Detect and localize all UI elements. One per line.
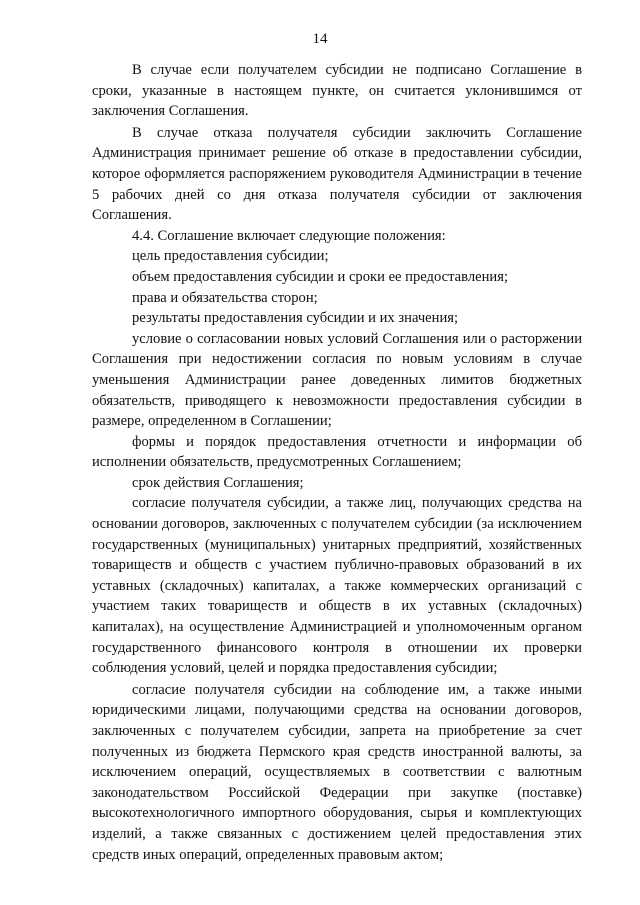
list-item-volume-terms: объем предоставления субсидии и сроки ее предоставления; — [132, 268, 509, 285]
list-item-rights-obligations: права и обязательства сторон; — [132, 289, 318, 306]
list-item-term: срок действия Соглашения; — [132, 474, 304, 491]
list-item-purpose: цель предоставления субсидии; — [132, 248, 329, 265]
list-item-currency-consent: согласие получателя субсидии на соблюдение им, а также иными юридическими лицами, получающими средства на основании договоров, заключенных с получателем субсидии, запрета на приобретение за счет полученных из бюджета Пермского края средств иностранной валюты, за исключением операций, осуществляемых в соответствии с валютным законодательством Российской Федерации при закупке (поставке) высокотехнологичного импортного оборудования, сырья и комплектующих изделий, а также связанных с достижением целей предоставления этих средств иных операций, определенных правовым актом; — [92, 681, 582, 863]
paragraph-refusal: В случае отказа получателя субсидии заключить Соглашение Администрация принимает решение об отказе в предоставлении субсидии, которое оформляется распоряжением руководителя Администрации в течение 5 рабочих дней со дня отказа получателя субсидии от заключения Соглашения. — [92, 124, 582, 224]
paragraph-agreement-provisions-heading: 4.4. Соглашение включает следующие положения: — [132, 227, 446, 244]
list-item-results: результаты предоставления субсидии и их значения; — [132, 310, 459, 327]
paragraph-evasion: В случае если получателем субсидии не подписано Соглашение в сроки, указанные в настоящем пункте, он считается уклонившимся от заключения Соглашения. — [92, 62, 582, 120]
list-item-audit-consent: согласие получателя субсидии, а также лиц, получающих средства на основании договоров, заключенных с получателем субсидии (за исключением государственных (муниципальных) унитарных предприятий, хозяйственных товариществ и обществ с участием публично-правовых образований в их уставных (складочных) капиталах, а также коммерческих организаций с участием таких товариществ и обществ в их уставных (складочных) капиталах), на осуществление Администрацией и уполномоченным органом государственного финансового контроля в отношении их проверки соблюдения условий, целей и порядка предоставления субсидии; — [92, 495, 582, 677]
list-item-reporting: формы и порядок предоставления отчетности и информации об исполнении обязательств, предусмотренных Соглашением; — [92, 433, 582, 471]
document-body — [92, 60, 582, 865]
page-number: 14 — [312, 31, 328, 47]
list-item-new-conditions: условие о согласовании новых условий Соглашения или о расторжении Соглашения при недостижении согласия по новым условиям в случае уменьшения Администрации ранее доведенных лимитов бюджетных обязательств, приводящего к невозможности предоставления субсидии в размере, определенном в Соглашении; — [92, 330, 582, 430]
